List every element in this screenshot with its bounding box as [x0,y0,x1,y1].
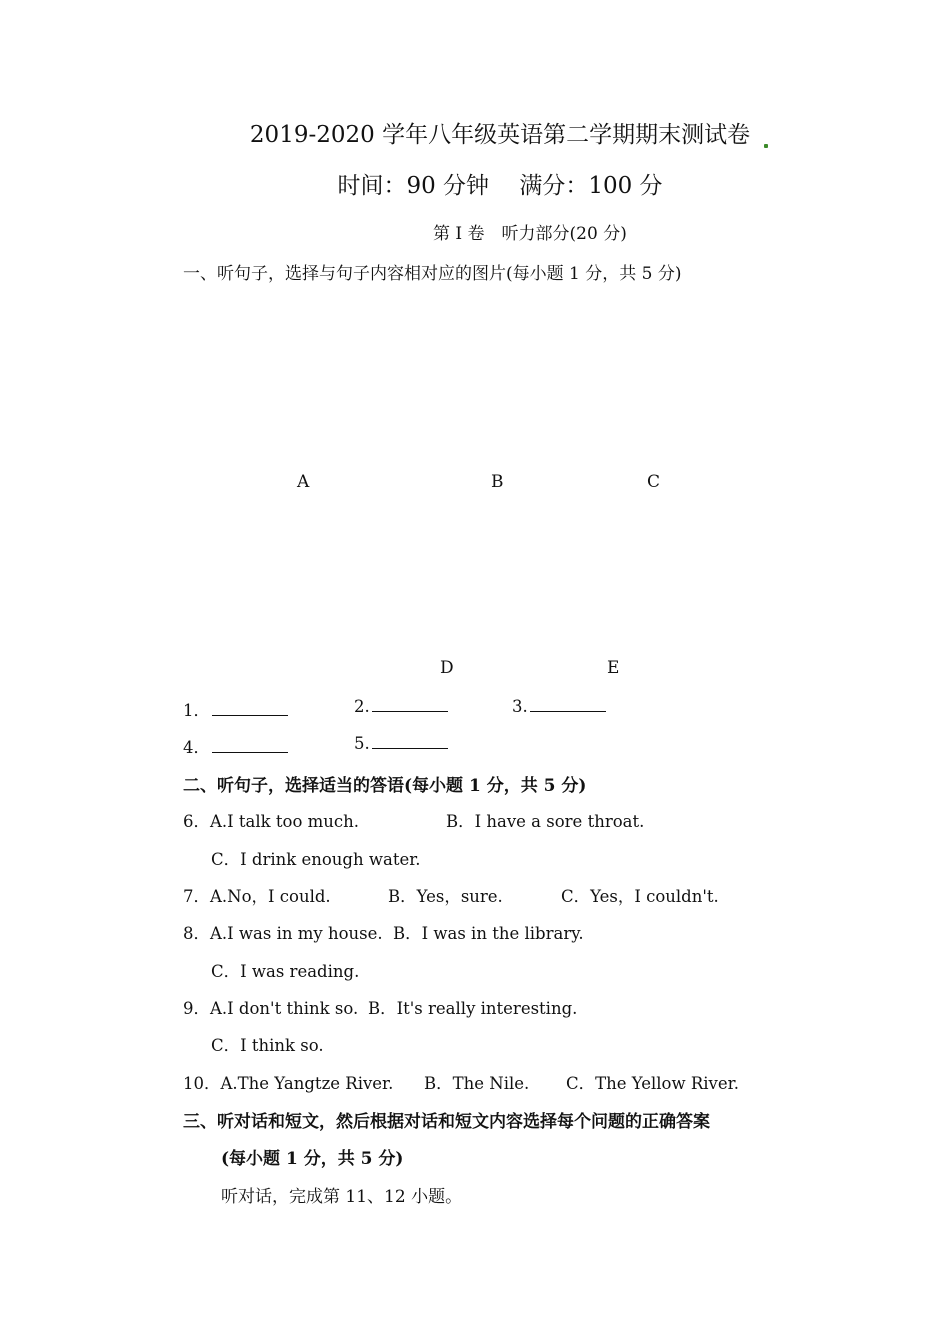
picture-label-b: B [491,472,504,492]
picture-label-e: E [607,658,620,678]
exam-time-score: 时间：90 分钟 满分：100 分 [337,173,663,199]
q6-option-b: B．I have a sore throat. [446,812,645,831]
section3-note: (每小题 1 分，共 5 分) [221,1149,404,1169]
q6-option-a: 6．A.I talk too much. [183,812,360,831]
q10-option-b: B．The Nile. [424,1074,530,1093]
q7-option-b: B．Yes，sure. [388,887,503,906]
picture-label-a: A [297,472,310,492]
q9-option-c: C．I think so. [211,1036,324,1055]
section2-heading: 二、听句子，选择适当的答语(每小题 1 分，共 5 分) [183,776,587,796]
section3-heading: 三、听对话和短文，然后根据对话和短文内容选择每个问题的正确答案 [183,1112,710,1132]
q10-option-c: C．The Yellow River. [566,1074,739,1093]
picture-label-d: D [440,658,454,678]
q9-option-b: B．It's really interesting. [368,999,578,1018]
blank-line [372,734,448,749]
answer-blank-4[interactable]: 4． [183,734,288,758]
answer-blank-2[interactable]: 2. [354,697,448,716]
answer-blank-5[interactable]: 5. [354,734,448,753]
q6-option-c: C．I drink enough water. [211,850,421,869]
section3-instruction: 听对话，完成第 11、12 小题。 [221,1187,463,1207]
blank-line [212,701,288,716]
q8-option-a: 8．A.I was in my house. [183,924,383,943]
part-heading: 第 I 卷 听力部分(20 分) [433,224,627,244]
q9-option-a: 9．A.I don't think so. [183,999,359,1018]
q7-option-c: C．Yes，I couldn't. [561,887,719,906]
q8-option-b: B．I was in the library. [393,924,584,943]
blank-line [212,738,288,753]
picture-label-c: C [647,472,661,492]
scan-mark [764,144,768,148]
answer-blank-3[interactable]: 3. [512,697,606,716]
q7-option-a: 7．A.No，I could. [183,887,331,906]
answer-blank-1[interactable]: 1． [183,697,288,721]
section1-heading: 一、听句子，选择与句子内容相对应的图片(每小题 1 分，共 5 分) [183,264,682,284]
page-title: 2019-2020 学年八年级英语第二学期期末测试卷 [249,122,751,148]
blank-line [530,697,606,712]
q10-option-a: 10．A.The Yangtze River. [183,1074,394,1093]
blank-line [372,697,448,712]
q8-option-c: C．I was reading. [211,962,360,981]
